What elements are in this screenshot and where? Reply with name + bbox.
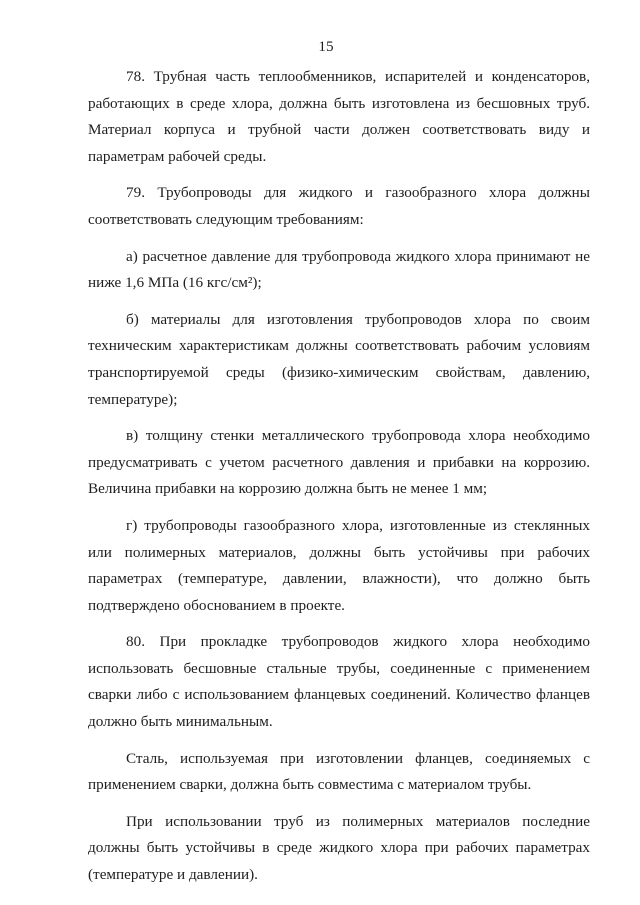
page-number: 15 [318, 38, 334, 55]
paragraph-80: 80. При прокладке трубопроводов жидкого хлора необходимо использовать бесшовные стальные трубы, соединенные с применением сварки либо с использованием фланцевых соединений. Количество фланцев должно быть минимальным. [88, 633, 590, 731]
paragraph-79-g: г) трубопроводы газообразного хлора, изготовленные из стеклянных или полимерных материалов, должны быть устойчивы при рабочих параметрах (температуре, давлении, влажности), что должно быть подтверждено обоснованием в проекте. [88, 516, 590, 614]
paragraph-polymer-pipes: При использовании труб из полимерных материалов последние должны быть устойчивы в среде жидкого хлора при рабочих параметрах (температуре и давлении). [88, 812, 590, 884]
paragraph-steel-flanges: Сталь, используемая при изготовлении фланцев, соединяемых с применением сварки, должна быть совместима с материалом трубы. [88, 749, 590, 794]
paragraph-78: 78. Трубная часть теплообменников, испарителей и конденсаторов, работающих в среде хлора, должна быть изготовлена из бесшовных труб. Материал корпуса и трубной части должен соответствовать виду и параметрам рабочей среды. [88, 68, 590, 165]
paragraph-79-b: б) материалы для изготовления трубопроводов хлора по своим техническим характеристикам должны соответствовать рабочим условиям транспортируемой среды (физико-химическим свойствам, давлению, температуре); [88, 310, 590, 408]
paragraph-79-a: а) расчетное давление для трубопровода жидкого хлора принимают не ниже 1,6 МПа (16 кгс/см²); [88, 247, 590, 292]
paragraph-79: 79. Трубопроводы для жидкого и газообразного хлора должны соответствовать следующим требованиям: [88, 184, 590, 228]
paragraph-79-v: в) толщину стенки металлического трубопровода хлора необходимо предусматривать с учетом расчетного давления и прибавки на коррозию. Величина прибавки на коррозию должна быть не менее 1 мм; [88, 427, 590, 498]
